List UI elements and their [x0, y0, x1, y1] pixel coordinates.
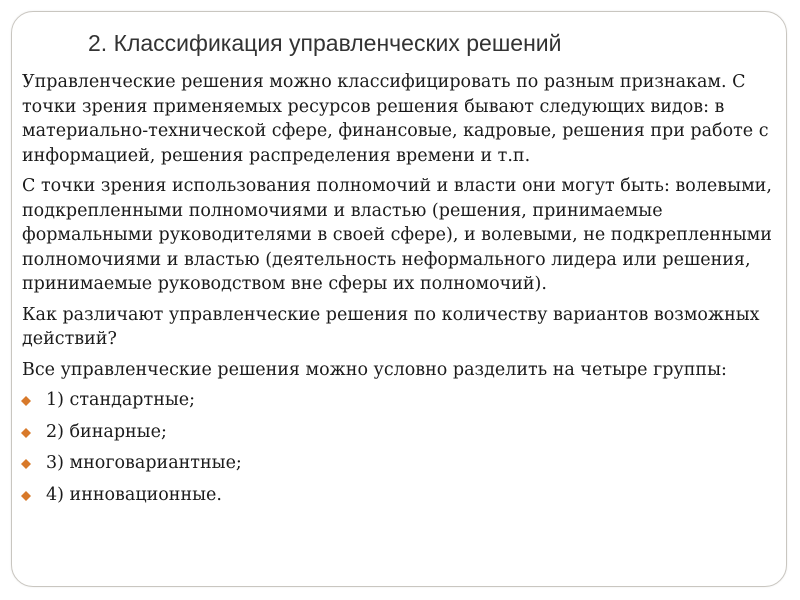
list-item-label: 1) стандартные;: [46, 390, 196, 410]
paragraph-groups: Все управленческие решения можно условно разделить на четыре группы:: [22, 359, 727, 380]
paragraph-resources: Управленческие решения можно классифицировать по разным признакам. С точки зрения применяемых ресурсов решения бывают следующих видов: в материально-технической сфере, финансовые, кадровые, решения при работе с информацией, решения распределения времени и т.п.: [22, 72, 769, 166]
list-item-label: 4) инновационные.: [46, 484, 222, 505]
list-item: [22, 483, 792, 508]
list-item: [22, 388, 792, 413]
slide-title: 2. Классификация управленческих решений: [88, 30, 562, 56]
diamond-bullet-icon: [21, 396, 31, 406]
diamond-bullet-icon: [21, 428, 31, 438]
diamond-bullet-icon: [21, 491, 31, 501]
paragraph-question: Как различают управленческие решения по количеству вариантов возможных действий?: [22, 304, 760, 349]
groups-list: [22, 388, 792, 507]
diamond-bullet-icon: [21, 459, 31, 469]
list-item-label: 2) бинарные;: [46, 421, 167, 442]
slide-content: [22, 70, 792, 514]
list-item: [22, 420, 792, 445]
paragraph-authority: С точки зрения использования полномочий и власти они могут быть: волевыми, подкрепленными полномочиями и властью (решения, принимаемые формальными руководителями в своей сфере), и волевыми, не подкрепленными полномочиями и властью (деятельность неформального лидера или решения, принимаемые руководством вне сферы их полномочий).: [22, 176, 772, 294]
list-item: [22, 451, 792, 476]
list-item-label: 3) многовариантные;: [46, 453, 242, 473]
